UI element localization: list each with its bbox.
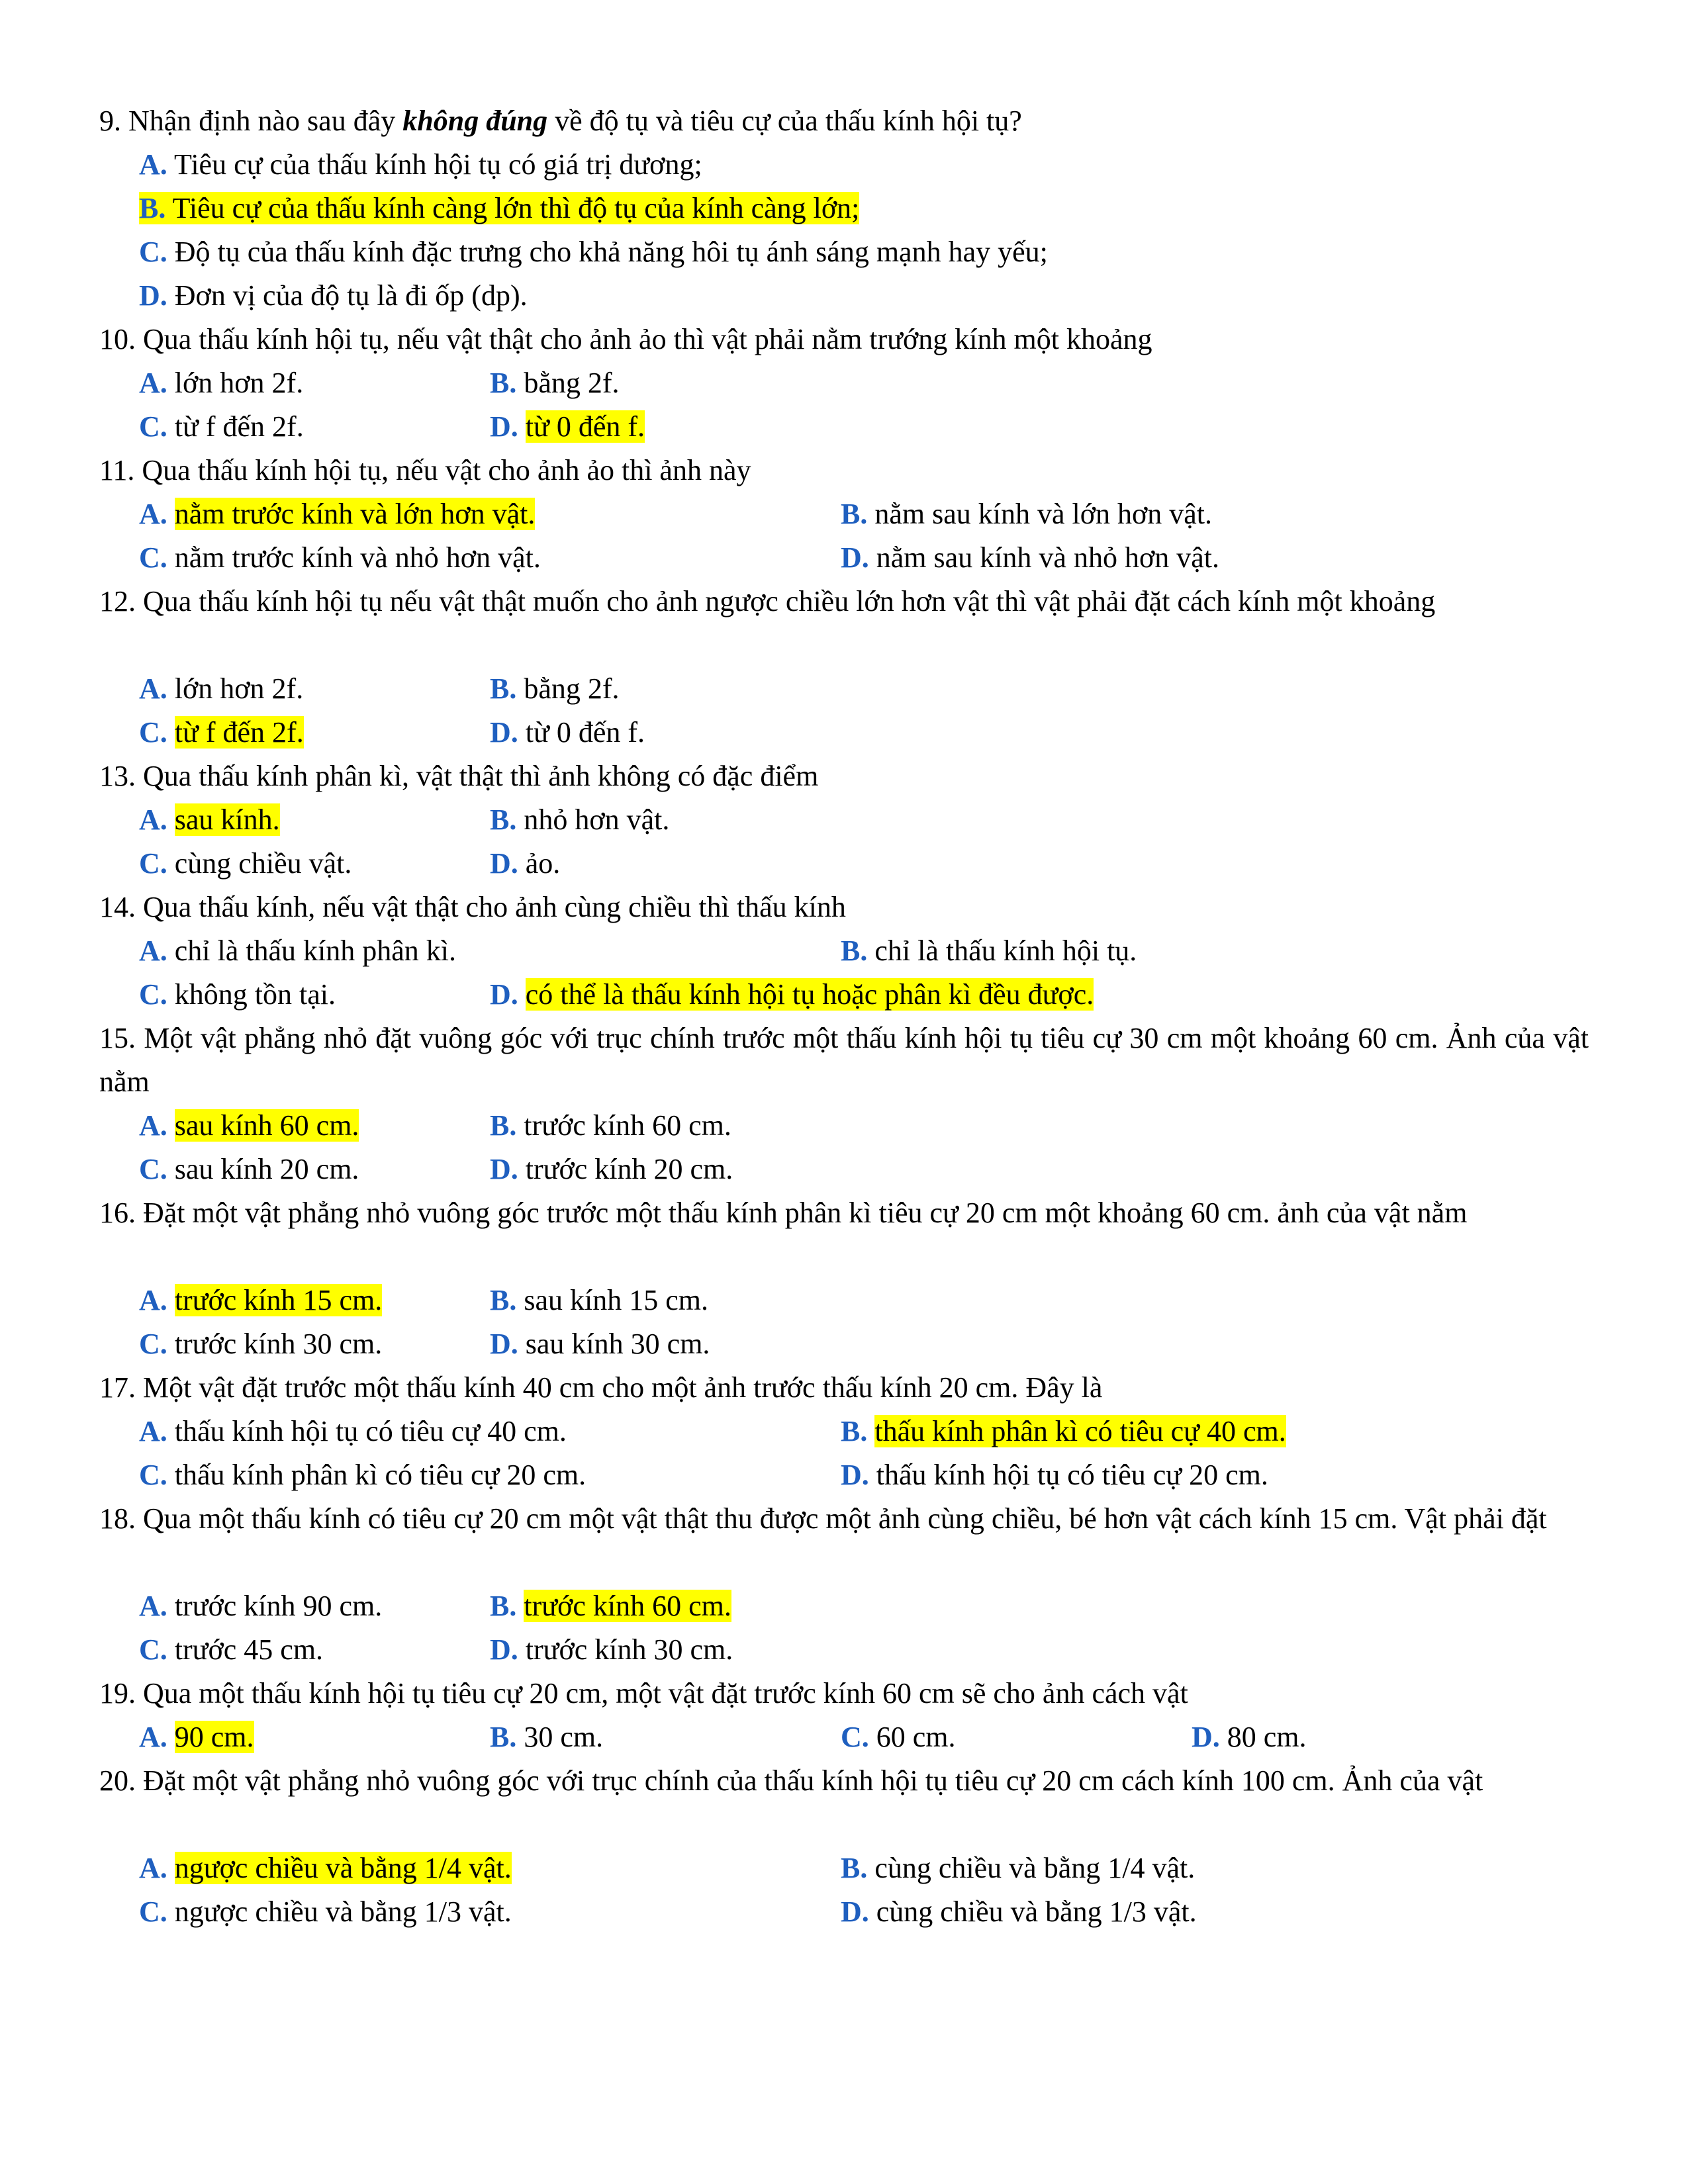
q10-option-a: A. lớn hơn 2f. [139, 367, 304, 399]
q12-option-b: B. bằng 2f. [490, 672, 620, 705]
q16-option-a: A. trước kính 15 cm. [139, 1284, 383, 1316]
q19-option-c: C. 60 cm. [841, 1721, 956, 1753]
question-19: 19. Qua một thấu kính hội tụ tiêu cự 20 cm, một vật đặt trước kính 60 cm sẽ cho ảnh cách vật [99, 1677, 1188, 1709]
q10-option-d: D. từ 0 đến f. [490, 410, 645, 443]
q14-option-c: C. không tồn tại. [139, 978, 336, 1011]
q17-option-d: D. thấu kính hội tụ có tiêu cự 20 cm. [841, 1459, 1268, 1491]
q12-option-c: C. từ f đến 2f. [139, 716, 304, 749]
q14-option-a: A. chỉ là thấu kính phân kì. [139, 934, 457, 967]
question-10: 10. Qua thấu kính hội tụ, nếu vật thật cho ảnh ảo thì vật phải nằm trướng kính một khoảng [99, 323, 1152, 355]
q15-option-d: D. trước kính 20 cm. [490, 1153, 733, 1185]
q18-option-c: C. trước 45 cm. [139, 1633, 324, 1666]
q17-option-b: B. thấu kính phân kì có tiêu cự 40 cm. [841, 1415, 1286, 1447]
q20-option-a: A. ngược chiều và bằng 1/4 vật. [139, 1852, 512, 1884]
q17-option-c: C. thấu kính phân kì có tiêu cự 20 cm. [139, 1459, 586, 1491]
q16-option-b: B. sau kính 15 cm. [490, 1284, 708, 1316]
q10-option-c: C. từ f đến 2f. [139, 410, 304, 443]
question-11: 11. Qua thấu kính hội tụ, nếu vật cho ảnh ảo thì ảnh này [99, 454, 751, 486]
q14-option-d: D. có thể là thấu kính hội tụ hoặc phân kì đều được. [490, 978, 1094, 1011]
q11-option-b: B. nằm sau kính và lớn hơn vật. [841, 498, 1213, 530]
q20-option-d: D. cùng chiều và bằng 1/3 vật. [841, 1895, 1197, 1928]
q9-option-c: C. Độ tụ của thấu kính đặc trưng cho khả năng hôi tụ ánh sáng mạnh hay yếu; [139, 236, 1048, 268]
question-14: 14. Qua thấu kính, nếu vật thật cho ảnh cùng chiều thì thấu kính [99, 891, 846, 923]
q13-option-c: C. cùng chiều vật. [139, 847, 352, 880]
q12-option-a: A. lớn hơn 2f. [139, 672, 304, 705]
q19-option-b: B. 30 cm. [490, 1721, 604, 1753]
q15-option-c: C. sau kính 20 cm. [139, 1153, 359, 1185]
q12-option-d: D. từ 0 đến f. [490, 716, 645, 749]
q9-option-a: A. Tiêu cự của thấu kính hội tụ có giá trị dương; [139, 148, 702, 181]
q9-option-d: D. Đơn vị của độ tụ là đi ốp (dp). [139, 279, 528, 312]
q19-option-d: D. 80 cm. [1192, 1721, 1307, 1753]
q11-option-d: D. nằm sau kính và nhỏ hơn vật. [841, 541, 1219, 574]
q11-option-c: C. nằm trước kính và nhỏ hơn vật. [139, 541, 541, 574]
q18-option-a: A. trước kính 90 cm. [139, 1590, 383, 1622]
q13-option-d: D. ảo. [490, 847, 561, 880]
q18-option-b: B. trước kính 60 cm. [490, 1590, 731, 1622]
question-17: 17. Một vật đặt trước một thấu kính 40 cm cho một ảnh trước thấu kính 20 cm. Đây là [99, 1371, 1103, 1404]
q10-option-b: B. bằng 2f. [490, 367, 620, 399]
q17-option-a: A. thấu kính hội tụ có tiêu cự 40 cm. [139, 1415, 567, 1447]
question-13: 13. Qua thấu kính phân kì, vật thật thì ảnh không có đặc điểm [99, 760, 819, 792]
q20-option-b: B. cùng chiều và bằng 1/4 vật. [841, 1852, 1196, 1884]
emphasis-text: không đúng [402, 105, 548, 137]
q11-option-a: A. nằm trước kính và lớn hơn vật. [139, 498, 536, 530]
question-16: 16. Đặt một vật phẳng nhỏ vuông góc trước một thấu kính phân kì tiêu cự 20 cm một khoảng 60 cm. ảnh của vật nằm [99, 1197, 1468, 1229]
q16-option-c: C. trước kính 30 cm. [139, 1328, 383, 1360]
question-9: 9. Nhận định nào sau đây không đúng về độ tụ và tiêu cự của thấu kính hội tụ? [99, 105, 1022, 137]
q14-option-b: B. chỉ là thấu kính hội tụ. [841, 934, 1137, 967]
question-15: 15. Một vật phẳng nhỏ đặt vuông góc với trục chính trước một thấu kính hội tụ tiêu cự 30 cm một khoảng 60 cm. Ảnh của vật nằm [99, 1022, 1589, 1098]
question-18: 18. Qua một thấu kính có tiêu cự 20 cm một vật thật thu được một ảnh cùng chiều, bé hơn vật cách kính 15 cm. Vật phải đặt [99, 1502, 1547, 1535]
question-20: 20. Đặt một vật phẳng nhỏ vuông góc với trục chính của thấu kính hội tụ tiêu cự 20 cm cách kính 100 cm. Ảnh của vật [99, 1764, 1483, 1797]
q16-option-d: D. sau kính 30 cm. [490, 1328, 710, 1360]
q13-option-b: B. nhỏ hơn vật. [490, 803, 670, 836]
q18-option-d: D. trước kính 30 cm. [490, 1633, 733, 1666]
q9-option-b: B. Tiêu cự của thấu kính càng lớn thì độ tụ của kính càng lớn; [139, 192, 860, 224]
question-12: 12. Qua thấu kính hội tụ nếu vật thật muốn cho ảnh ngược chiều lớn hơn vật thì vật phải đặt cách kính một khoảng [99, 585, 1436, 617]
q20-option-c: C. ngược chiều và bằng 1/3 vật. [139, 1895, 512, 1928]
q15-option-b: B. trước kính 60 cm. [490, 1109, 731, 1142]
q13-option-a: A. sau kính. [139, 803, 280, 836]
q19-option-a: A. 90 cm. [139, 1721, 254, 1753]
q15-option-a: A. sau kính 60 cm. [139, 1109, 359, 1142]
